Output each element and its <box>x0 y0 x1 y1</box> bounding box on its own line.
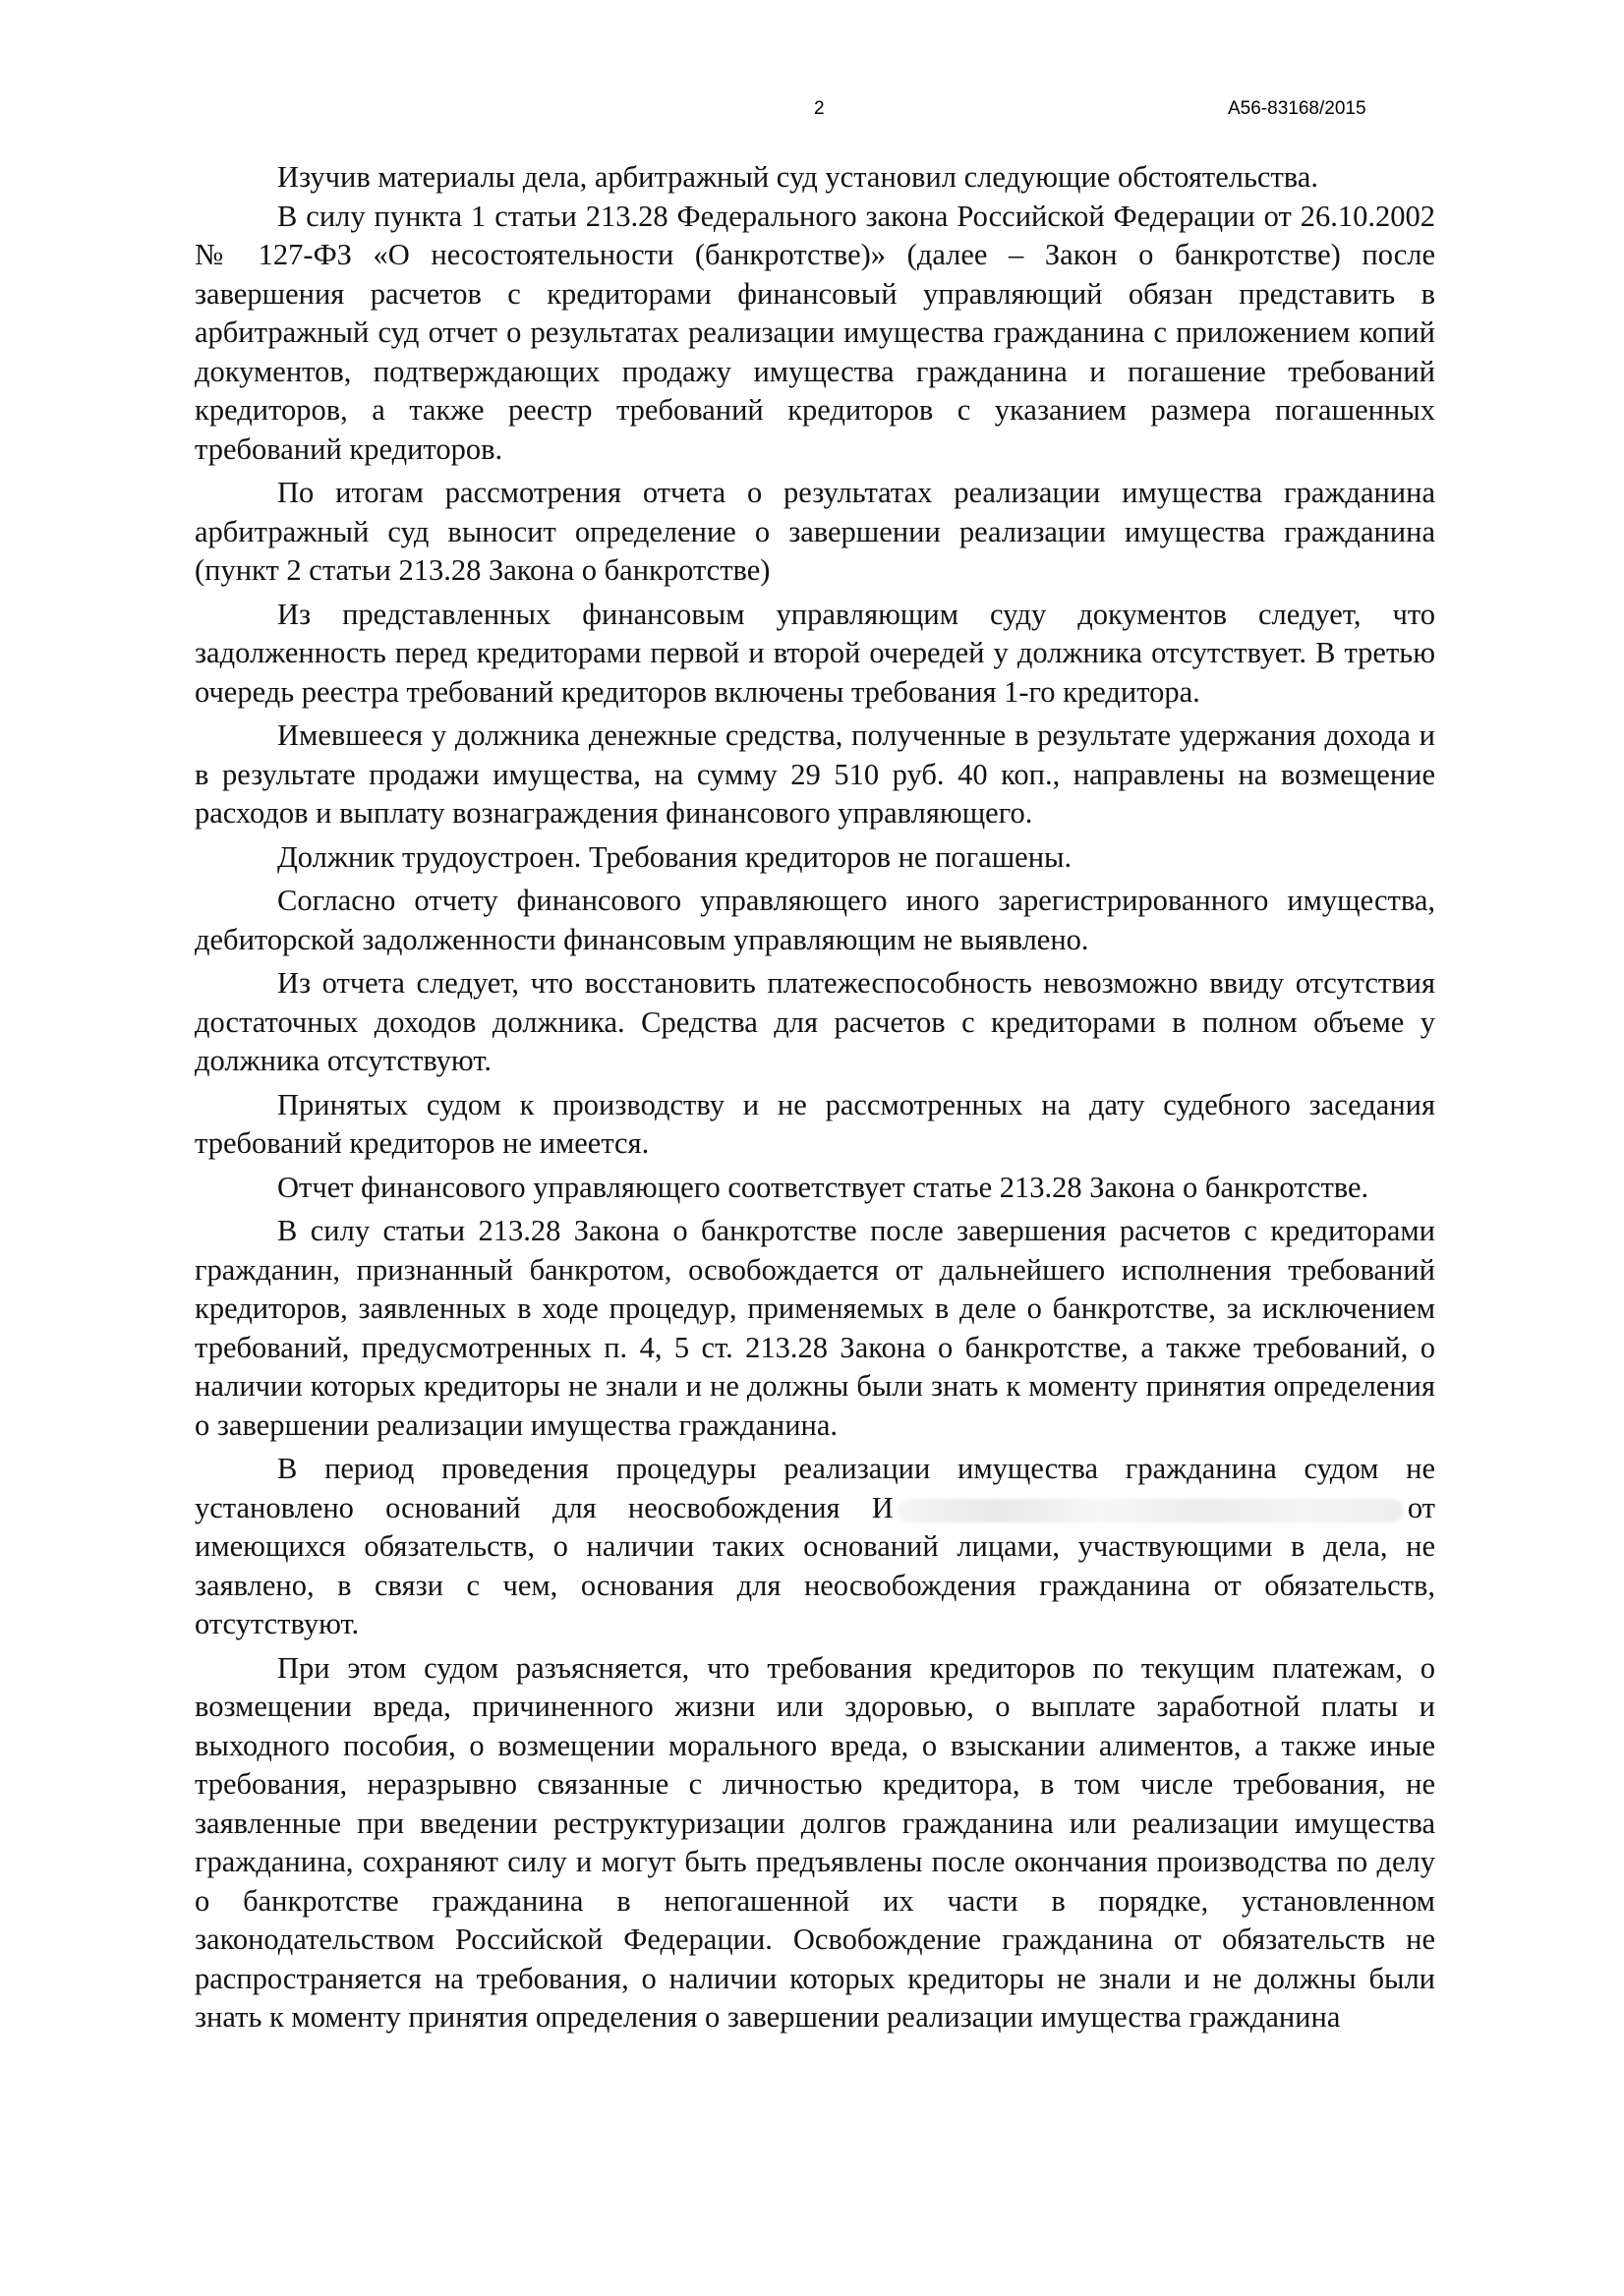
paragraph-5: Имевшееся у должника денежные средства, полученные в результате удержания дохода и в результате продажи имущества, на сумму 29 510 руб. 40 коп., направлены на возмещение расходов и выплату вознаграждения финансового управляющего. <box>195 718 1435 830</box>
paragraph-1: Изучив материалы дела, арбитражный суд установил следующие обстоятельства. <box>277 160 1318 194</box>
paragraph-4: Из представленных финансовым управляющим суду документов следует, что задолженность перед кредиторами первой и второй очередей у должника отсутствует. В третью очередь реестра требований кредиторов включены требования 1-го кредитора. <box>195 597 1435 709</box>
paragraph-13: При этом судом разъясняется, что требования кредиторов по текущим платежам, о возмещении вреда, причиненного жизни или здоровью, о выплате заработной платы и выходного пособия, о возмещении морального вреда, о взыскании алиментов, а также иные требования, неразрывно связанные с личностью кредитора, в том числе требования, не заявленные при введении реструктуризации долгов гражданина или реализации имущества гражданина, сохраняют силу и могут быть предъявлены после окончания производства по делу о банкротстве гражданина в непогашенной их части в порядке, установленном законодательством Российской Федерации. Освобождение гражданина от обязательств не распространяется на требования, о наличии которых кредиторы не знали и не должны были знать к моменту принятия определения о завершении реализации имущества гражданина <box>195 1650 1435 2034</box>
paragraph-12 <box>195 1450 1435 1644</box>
redacted-name <box>898 1499 1404 1522</box>
paragraph-10: Отчет финансового управляющего соответствует статье 213.28 Закона о банкротстве. <box>277 1170 1369 1204</box>
page-header <box>0 98 1624 128</box>
case-number: А56-83168/2015 <box>1228 98 1366 119</box>
paragraph-3: По итогам рассмотрения отчета о результатах реализации имущества гражданина арбитражный суд выносит определение о завершении реализации имущества гражданина (пункт 2 статьи 213.28 Закона о банкротстве) <box>195 476 1435 587</box>
paragraph-6: Должник трудоустроен. Требования кредиторов не погашены. <box>277 839 1073 874</box>
page-number: 2 <box>814 98 825 119</box>
paragraph-12-start: В период проведения процедуры реализации имущества гражданина судом не установлено оснований для неосвобождения И <box>195 1452 1435 1524</box>
paragraph-7: Согласно отчету финансового управляющего иного зарегистрированного имущества, дебиторской задолженности финансовым управляющим не выявлено. <box>195 884 1435 956</box>
paragraph-8: Из отчета следует, что восстановить платежеспособность невозможно ввиду отсутствия достаточных доходов должника. Средства для расчетов с кредиторами в полном объеме у должника отсутствуют. <box>195 966 1435 1077</box>
paragraph-9: Принятых судом к производству и не рассмотренных на дату судебного заседания требований кредиторов не имеется. <box>195 1087 1435 1160</box>
paragraph-11: В силу статьи 213.28 Закона о банкротстве после завершения расчетов с кредиторами гражданин, признанный банкротом, освобождается от дальнейшего исполнения требований кредиторов, заявленных в ходе процедур, применяемых в деле о банкротстве, за исключением требований, предусмотренных п. 4, 5 ст. 213.28 Закона о банкротстве, а также требований, о наличии которых кредиторы не знали и не должны были знать к моменту принятия определения о завершении реализации имущества гражданина. <box>195 1214 1435 1442</box>
document-body <box>195 158 1435 2038</box>
paragraph-12-end: от имеющихся обязательств, о наличии таких оснований лицами, участвующими в дела, не заявлено, в связи с чем, основания для неосвобождения гражданина от обязательств, отсутствуют. <box>195 1490 1435 1640</box>
paragraph-2: В силу пункта 1 статьи 213.28 Федерального закона Российской Федерации от 26.10.2002 № 127-ФЗ «О несостоятельности (банкротстве)» (далее – Закон о банкротстве) после завершения расчетов с кредиторами финансовый управляющий обязан представить в арбитражный суд отчет о результатах реализации имущества гражданина с приложением копий документов, подтверждающих продажу имущества гражданина и погашение требований кредиторов, а также реестр требований кредиторов с указанием размера погашенных требований кредиторов. <box>195 199 1435 466</box>
